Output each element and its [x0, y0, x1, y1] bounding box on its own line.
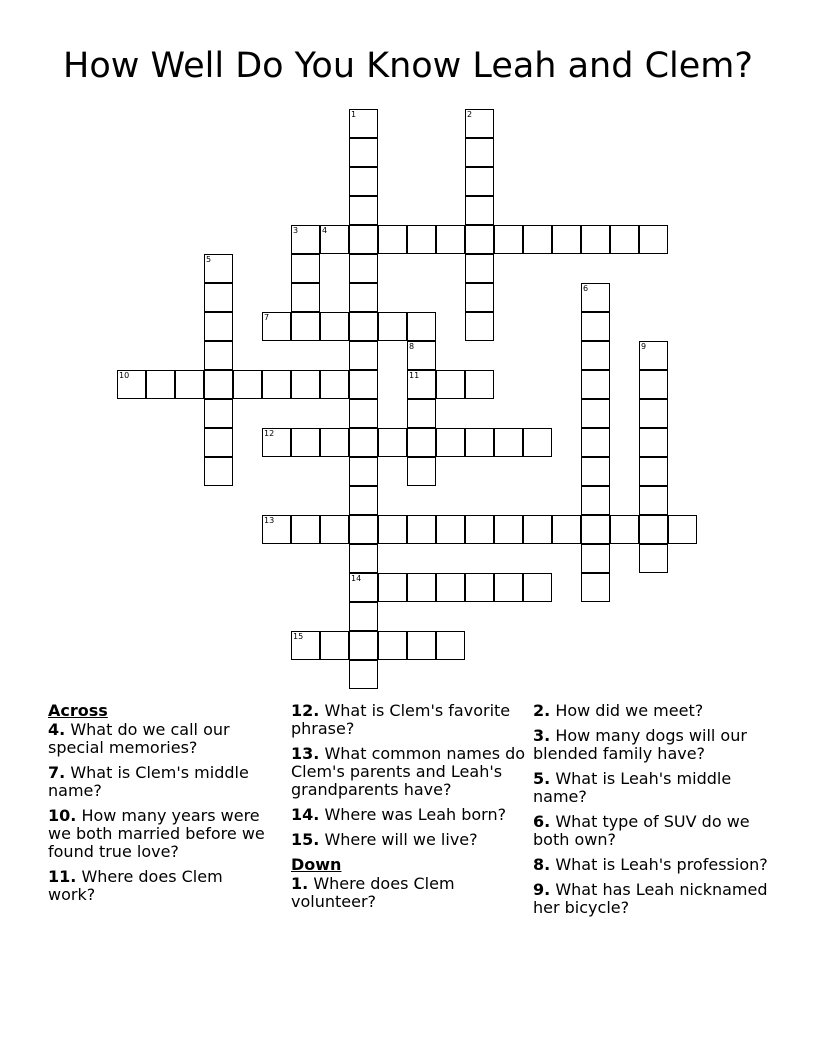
grid-cell[interactable] [639, 486, 668, 515]
grid-cell[interactable] [465, 370, 494, 399]
grid-cell[interactable] [349, 660, 378, 689]
grid-cell[interactable] [581, 573, 610, 602]
clue-across-12: 12. What is Clem's favorite phrase? [291, 701, 511, 738]
grid-cell[interactable] [349, 631, 378, 660]
grid-cell[interactable] [581, 341, 610, 370]
grid-cell[interactable] [494, 515, 523, 544]
grid-cell[interactable] [668, 515, 697, 544]
grid-cell[interactable] [465, 428, 494, 457]
grid-cell[interactable] [639, 370, 668, 399]
grid-cell[interactable] [436, 631, 465, 660]
grid-cell[interactable] [349, 283, 378, 312]
grid-cell[interactable] [233, 370, 262, 399]
grid-cell[interactable] [349, 573, 378, 602]
grid-cell[interactable] [349, 138, 378, 167]
grid-cell[interactable] [378, 631, 407, 660]
grid-cell[interactable] [291, 254, 320, 283]
grid-cell[interactable] [407, 341, 436, 370]
grid-cell[interactable] [204, 399, 233, 428]
grid-cell[interactable] [465, 138, 494, 167]
grid-cell[interactable] [349, 254, 378, 283]
clue-number: 12 [264, 429, 275, 438]
grid-cell[interactable] [581, 370, 610, 399]
clue-number: 4 [322, 226, 328, 235]
clue-number: 10 [119, 371, 130, 380]
clue-number: 7 [264, 313, 270, 322]
grid-cell[interactable] [320, 225, 349, 254]
grid-cell[interactable] [552, 515, 581, 544]
clue-number: 9 [641, 342, 647, 351]
grid-cell[interactable] [204, 312, 233, 341]
grid-cell[interactable] [639, 341, 668, 370]
grid-cell[interactable] [436, 225, 465, 254]
clue-number: 6 [583, 284, 589, 293]
grid-cell[interactable] [349, 225, 378, 254]
grid-cell[interactable] [436, 428, 465, 457]
clue-down-2: 2. How did we meet? [533, 701, 704, 720]
grid-cell[interactable] [320, 312, 349, 341]
grid-cell[interactable] [349, 370, 378, 399]
grid-cell[interactable] [204, 457, 233, 486]
grid-cell[interactable] [552, 225, 581, 254]
clue-across-7: 7. What is Clem's middle name? [48, 763, 249, 800]
grid-cell[interactable] [349, 486, 378, 515]
grid-cell[interactable] [581, 544, 610, 573]
grid-cell[interactable] [407, 225, 436, 254]
grid-cell[interactable] [436, 370, 465, 399]
grid-cell[interactable] [349, 428, 378, 457]
grid-cell[interactable] [436, 573, 465, 602]
grid-cell[interactable] [494, 428, 523, 457]
grid-cell[interactable] [407, 457, 436, 486]
clue-across-15: 15. Where will we live? [291, 830, 478, 849]
grid-cell[interactable] [465, 254, 494, 283]
grid-cell[interactable] [581, 515, 610, 544]
clue-column-2 [291, 702, 526, 918]
grid-cell[interactable] [610, 515, 639, 544]
grid-cell[interactable] [639, 225, 668, 254]
clue-number: 15 [293, 632, 304, 641]
clue-number: 1 [351, 110, 357, 119]
grid-cell[interactable] [320, 428, 349, 457]
grid-cell[interactable] [639, 515, 668, 544]
grid-cell[interactable] [262, 515, 291, 544]
grid-cell[interactable] [523, 428, 552, 457]
grid-cell[interactable] [349, 515, 378, 544]
grid-cell[interactable] [291, 428, 320, 457]
clue-across-4: 4. What do we call our special memories? [48, 720, 230, 757]
grid-cell[interactable] [407, 370, 436, 399]
grid-cell[interactable] [639, 544, 668, 573]
grid-cell[interactable] [204, 283, 233, 312]
clue-across-13: 13. What common names do Clem's parents and Leah's grandparents have? [291, 744, 526, 799]
grid-cell[interactable] [494, 225, 523, 254]
clue-down-3: 3. How many dogs will our blended family have? [533, 726, 747, 763]
grid-cell[interactable] [407, 515, 436, 544]
grid-cell[interactable] [407, 399, 436, 428]
grid-cell[interactable] [465, 515, 494, 544]
grid-cell[interactable] [465, 312, 494, 341]
grid-cell[interactable] [407, 312, 436, 341]
grid-cell[interactable] [581, 312, 610, 341]
grid-cell[interactable] [523, 515, 552, 544]
clue-across-11: 11. Where does Clem work? [48, 867, 223, 904]
grid-cell[interactable] [639, 399, 668, 428]
clue-number: 3 [293, 226, 299, 235]
clue-number: 13 [264, 516, 275, 525]
grid-cell[interactable] [378, 428, 407, 457]
grid-cell[interactable] [581, 428, 610, 457]
grid-cell[interactable] [465, 225, 494, 254]
grid-cell[interactable] [204, 428, 233, 457]
grid-cell[interactable] [117, 370, 146, 399]
grid-cell[interactable] [262, 370, 291, 399]
grid-cell[interactable] [291, 370, 320, 399]
grid-cell[interactable] [378, 312, 407, 341]
clue-column-1 [48, 702, 273, 911]
grid-cell[interactable] [146, 370, 175, 399]
grid-cell[interactable] [581, 225, 610, 254]
grid-cell[interactable] [320, 370, 349, 399]
grid-cell[interactable] [407, 428, 436, 457]
grid-cell[interactable] [639, 428, 668, 457]
grid-cell[interactable] [523, 225, 552, 254]
grid-cell[interactable] [610, 225, 639, 254]
grid-cell[interactable] [407, 573, 436, 602]
clue-across-10: 10. How many years were we both married before we found true love? [48, 806, 265, 861]
grid-cell[interactable] [378, 515, 407, 544]
grid-cell[interactable] [349, 109, 378, 138]
clue-number: 14 [351, 574, 362, 583]
grid-cell[interactable] [581, 486, 610, 515]
grid-cell[interactable] [349, 399, 378, 428]
grid-cell[interactable] [465, 196, 494, 225]
grid-cell[interactable] [349, 312, 378, 341]
grid-cell[interactable] [349, 167, 378, 196]
clue-across-14: 14. Where was Leah born? [291, 805, 507, 824]
grid-cell[interactable] [523, 573, 552, 602]
grid-cell[interactable] [349, 457, 378, 486]
grid-cell[interactable] [204, 341, 233, 370]
grid-cell[interactable] [349, 602, 378, 631]
clue-down-6: 6. What type of SUV do we both own? [533, 812, 750, 849]
grid-cell[interactable] [581, 283, 610, 312]
grid-cell[interactable] [291, 631, 320, 660]
grid-cell[interactable] [291, 515, 320, 544]
clue-number: 8 [409, 342, 415, 351]
grid-cell[interactable] [465, 573, 494, 602]
puzzle-title: How Well Do You Know Leah and Clem? [63, 46, 753, 86]
grid-cell[interactable] [262, 312, 291, 341]
grid-cell[interactable] [378, 225, 407, 254]
grid-cell[interactable] [320, 631, 349, 660]
clue-down-1: 1. Where does Clem volunteer? [291, 874, 455, 911]
clue-number: 2 [467, 110, 473, 119]
grid-cell[interactable] [407, 631, 436, 660]
grid-cell[interactable] [494, 573, 523, 602]
grid-cell[interactable] [436, 515, 465, 544]
grid-cell[interactable] [465, 109, 494, 138]
grid-cell[interactable] [291, 312, 320, 341]
grid-cell[interactable] [465, 283, 494, 312]
down-heading: Down [291, 855, 342, 874]
grid-cell[interactable] [262, 428, 291, 457]
grid-cell[interactable] [581, 457, 610, 486]
grid-cell[interactable] [291, 225, 320, 254]
grid-cell[interactable] [349, 196, 378, 225]
clue-down-9: 9. What has Leah nicknamed her bicycle? [533, 880, 768, 917]
grid-cell[interactable] [349, 341, 378, 370]
across-heading: Across [48, 701, 108, 720]
grid-cell[interactable] [175, 370, 204, 399]
grid-cell[interactable] [204, 254, 233, 283]
clue-down-8: 8. What is Leah's profession? [533, 855, 768, 874]
grid-cell[interactable] [349, 544, 378, 573]
grid-cell[interactable] [639, 457, 668, 486]
clue-number: 11 [409, 371, 420, 380]
grid-cell[interactable] [581, 399, 610, 428]
clue-column-3 [533, 702, 768, 924]
grid-cell[interactable] [378, 573, 407, 602]
grid-cell[interactable] [204, 370, 233, 399]
clue-down-5: 5. What is Leah's middle name? [533, 769, 732, 806]
grid-cell[interactable] [291, 283, 320, 312]
clue-number: 5 [206, 255, 212, 264]
grid-cell[interactable] [465, 167, 494, 196]
grid-cell[interactable] [320, 515, 349, 544]
